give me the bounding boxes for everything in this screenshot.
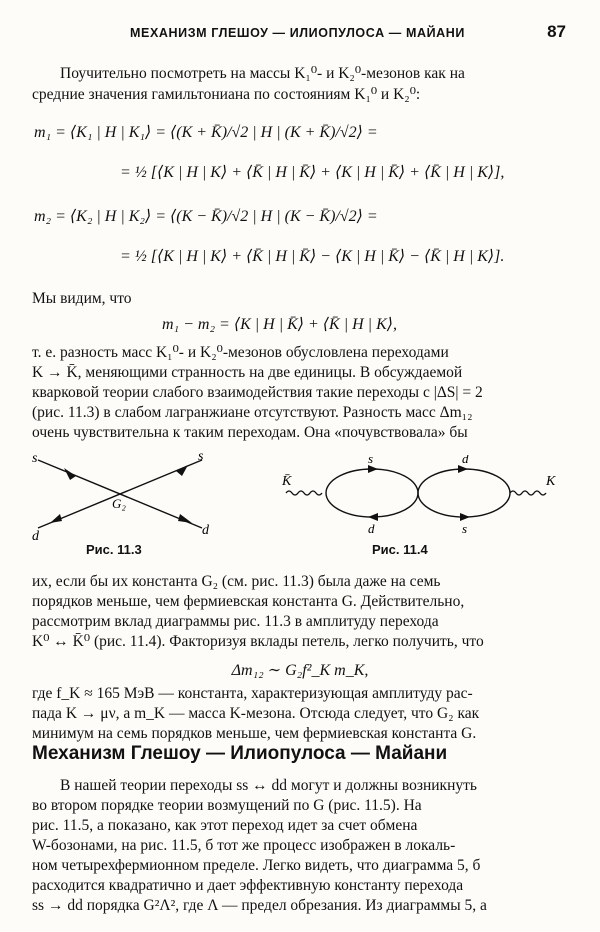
page-number: 87 (547, 22, 566, 41)
equation-delta-m: Δm₁₂ ∼ G₂f²_K m_K, (231, 662, 369, 679)
section-title: Механизм Глешоу — Илиопулоса — Майани (32, 743, 448, 764)
paragraph-line: т. е. разность масс K₁⁰- и K₂⁰-мезонов обусловлена переходами (32, 344, 449, 361)
paragraph-line: где f_K ≈ 165 МэВ — константа, характеризующая амплитуду рас- (32, 685, 473, 702)
fig3-label-s-left: s (32, 451, 38, 466)
paragraph-line: их, если бы их константа G₂ (см. рис. 11.3) была даже на семь (32, 573, 441, 590)
equation-m1-line1: m₁ = ⟨K₁ | H | K₁⟩ = ⟨(K + K̄)/√2 | H | (K + K̄)/√2⟩ = (34, 124, 378, 141)
fig4-label-d-bottom: d (368, 521, 375, 536)
paragraph-line: K → K̄, меняющими странность на две единицы. В обсуждаемой (32, 364, 463, 381)
paragraph-line: (рис. 11.3) в слабом лагранжиане отсутствуют. Разность масс Δm₁₂ (32, 404, 473, 421)
figure-11-3-caption: Рис. 11.3 (86, 542, 142, 557)
paragraph-line: кварковой теории слабого взаимодействия такие переходы с |ΔS| = 2 (32, 384, 483, 401)
intro-line: Поучительно посмотреть на массы K₁⁰- и K₂⁰-мезонов как на (60, 65, 465, 82)
paragraph-line: В нашей теории переходы ss ↔ dd могут и должны возникнуть (60, 777, 477, 794)
fig4-label-kbar: K̄ (282, 474, 292, 489)
we-see-text: Мы видим, что (32, 290, 132, 307)
figure-11-4 (276, 455, 576, 540)
paragraph-line: K⁰ ↔ K̄⁰ (рис. 11.4). Факторизуя вклады петель, легко получить, что (32, 633, 484, 650)
paragraph-line: рис. 11.5, а показано, как этот переход идет за счет обмена (32, 817, 418, 834)
paragraph-line: порядков меньше, чем фермиевская константа G. Действительно, (32, 593, 465, 610)
fig4-label-s-bottom: s (462, 521, 468, 536)
equation-m2-line1: m₂ = ⟨K₂ | H | K₂⟩ = ⟨(K − K̄)/√2 | H | (K − K̄)/√2⟩ = (34, 208, 378, 225)
paragraph-line: W-бозонами, на рис. 11.5, б тот же процесс изображен в локаль- (32, 837, 456, 854)
paragraph-line: пада K → μν, а m_K — масса K-мезона. Отсюда следует, что G₂ как (32, 705, 480, 722)
intro-line: средние значения гамильтониана по состояниям K₁⁰ и K₂⁰: (32, 86, 421, 103)
fig3-label-s-right: s (198, 449, 204, 464)
fig3-label-coupling: G₂ (112, 496, 126, 511)
paragraph-line: очень чувствительна к таким переходам. Она «почувствовала» бы (32, 424, 468, 441)
running-title: МЕХАНИЗМ ГЛЕШОУ — ИЛИОПУЛОСА — МАЙАНИ (130, 26, 466, 40)
paragraph-line: рассмотрим вклад диаграммы рис. 11.3 в амплитуду перехода (32, 613, 439, 630)
figure-11-3 (26, 448, 216, 543)
figure-11-4-caption: Рис. 11.4 (372, 542, 428, 557)
fig4-label-k: K (546, 474, 556, 489)
fig4-label-d-top: d (462, 455, 469, 466)
paragraph-line: ном четырехфермионном пределе. Легко видеть, что диаграмма 5, б (32, 857, 481, 874)
paragraph-line: расходится квадратично и дает эффективную константу перехода (32, 877, 464, 894)
equation-m2-line2: = ½ [⟨K | H | K⟩ + ⟨K̄ | H | K̄⟩ − ⟨K | H | K̄⟩ − ⟨K̄ | H | K⟩]. (120, 248, 505, 265)
equation-m1-line2: = ½ [⟨K | H | K⟩ + ⟨K̄ | H | K̄⟩ + ⟨K | H | K̄⟩ + ⟨K̄ | H | K⟩], (120, 164, 505, 181)
fig4-label-s-top: s (368, 455, 374, 466)
paragraph-line: минимум на семь порядков меньше, чем фермиевская константа G. (32, 725, 477, 742)
fig3-label-d-right: d (202, 523, 209, 538)
paragraph-line: ss → dd порядка G²Λ², где Λ — предел обрезания. Из диаграммы 5, а (32, 897, 487, 914)
equation-mass-difference: m₁ − m₂ = ⟨K | H | K̄⟩ + ⟨K̄ | H | K⟩, (162, 316, 397, 333)
paragraph-line: во втором порядке теории возмущений по G (рис. 11.5). На (32, 797, 422, 814)
fig3-label-d-left: d (32, 529, 39, 543)
